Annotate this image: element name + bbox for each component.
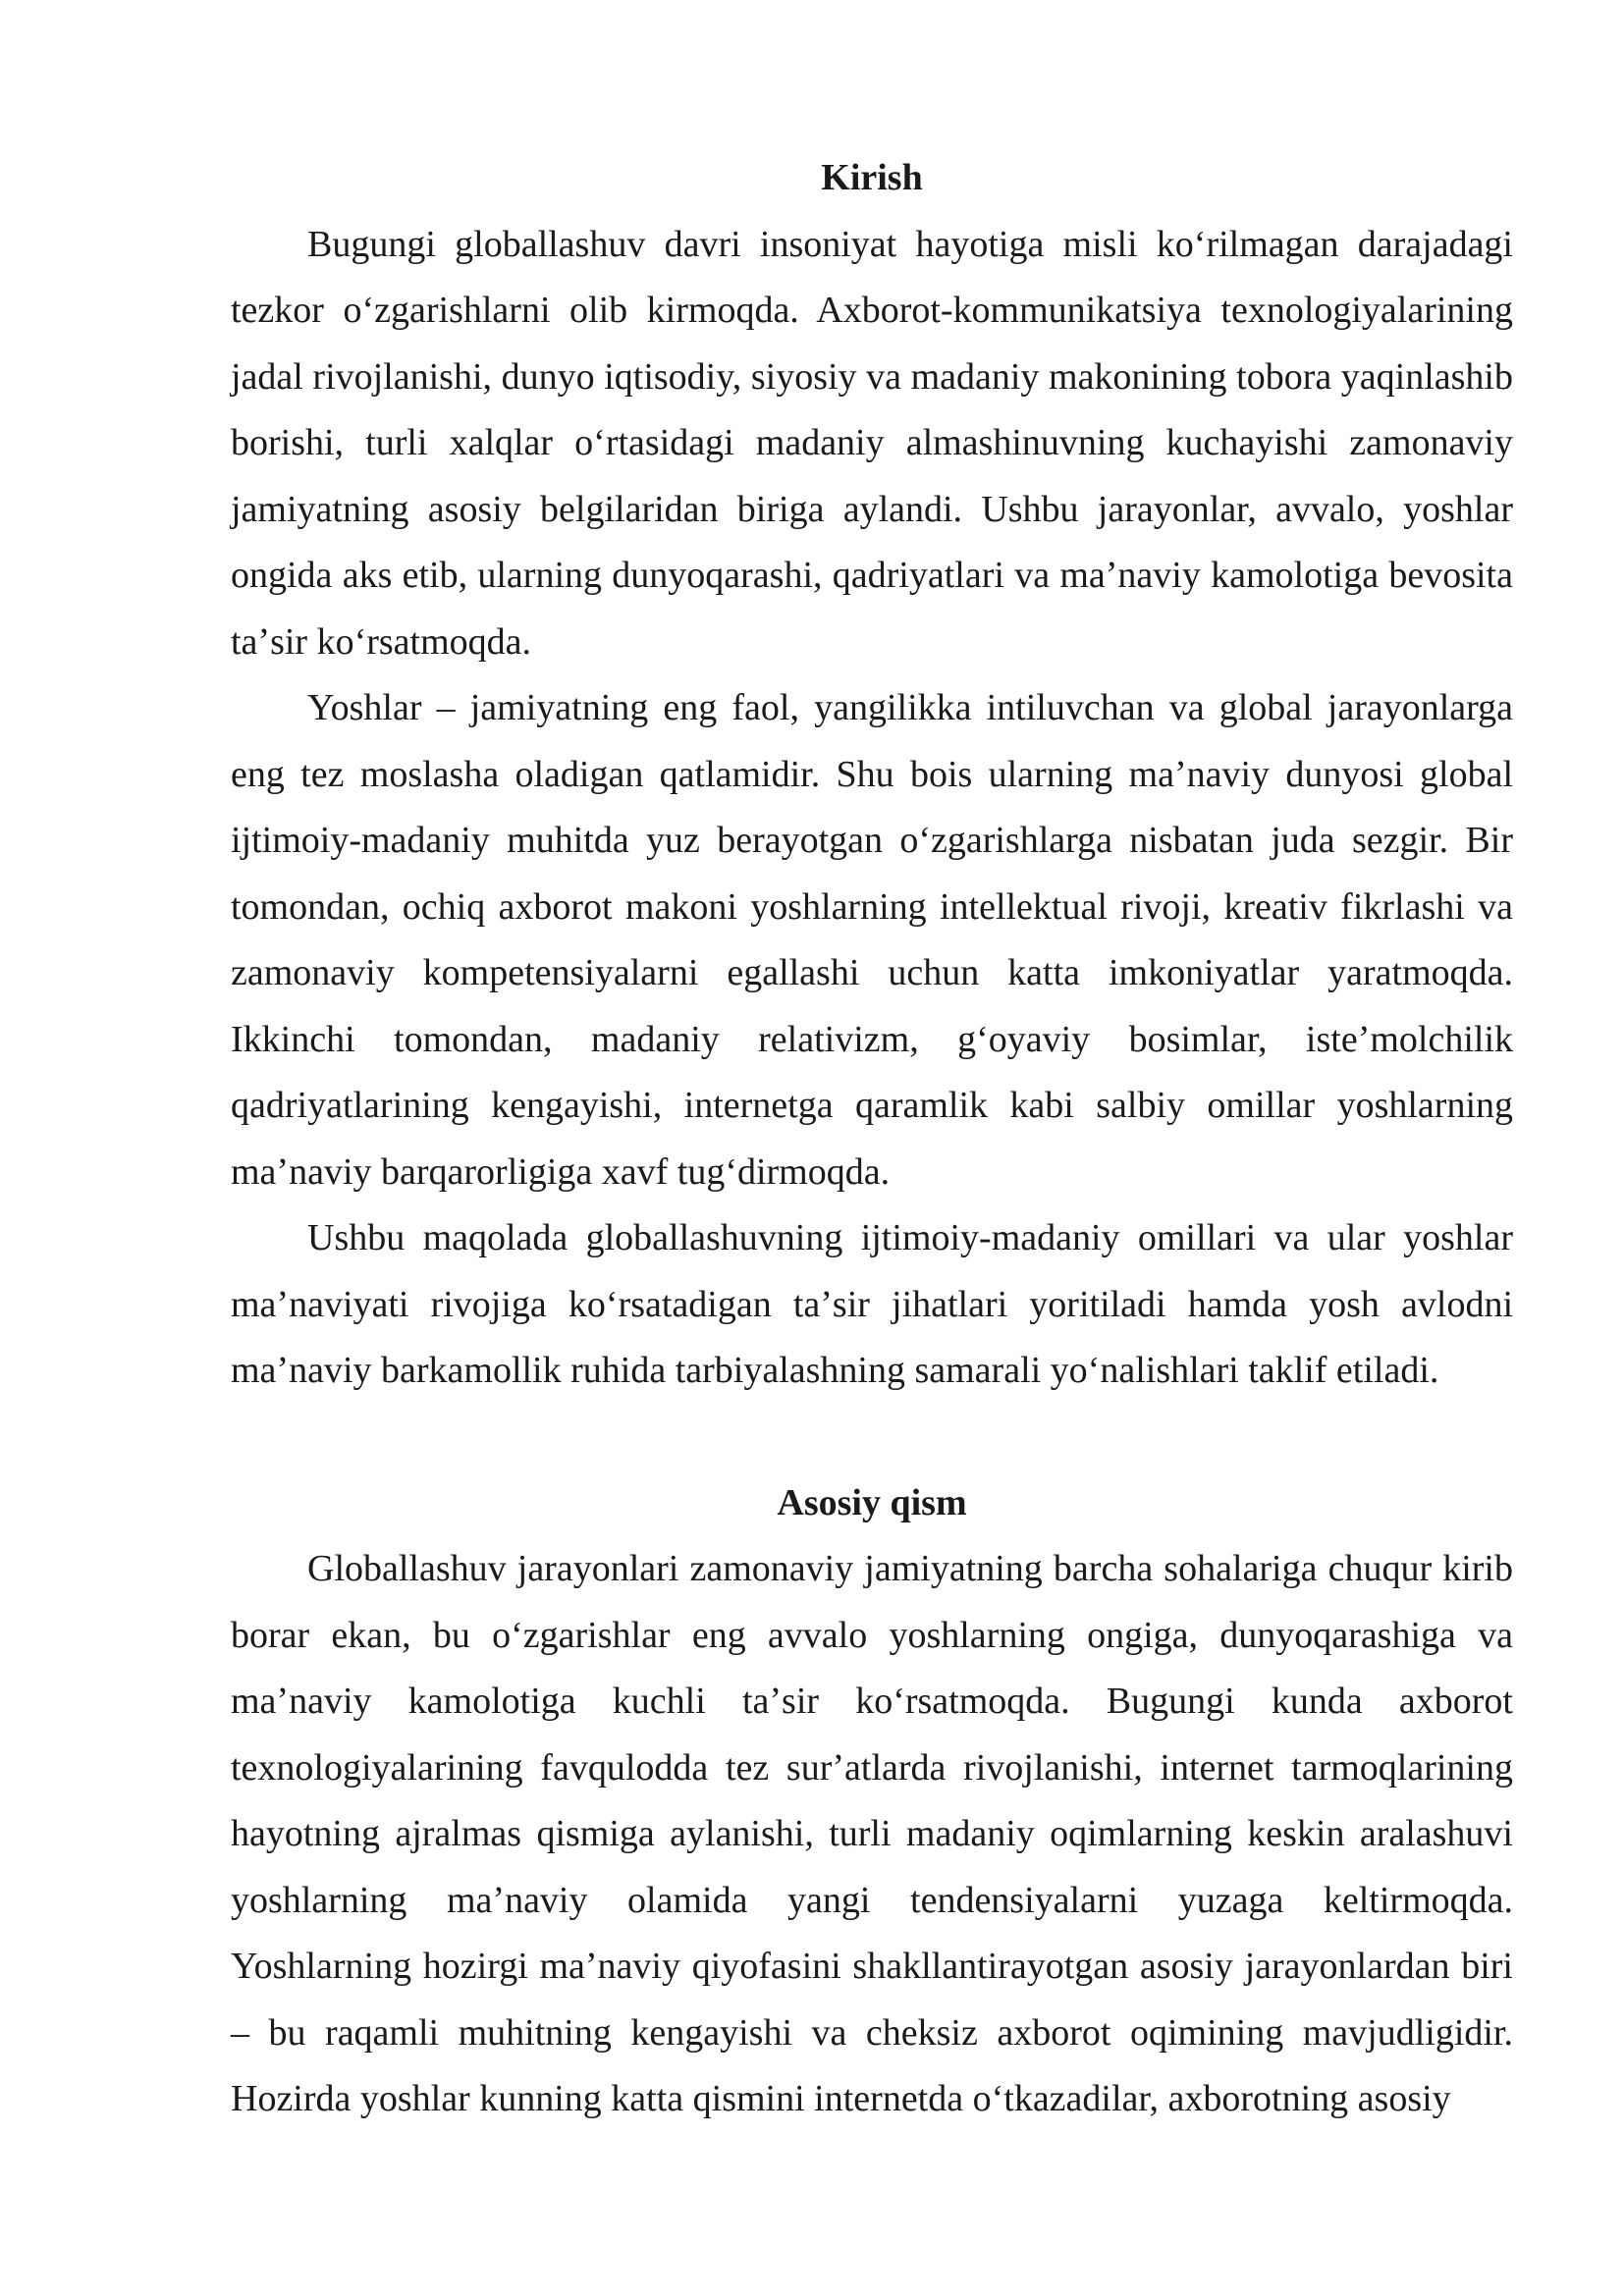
- paragraph: Bugungi globallashuv davri insoniyat hayotiga misli koʻrilmagan darajadagi tezkor oʻzgarishlarni olib kirmoqda. Axborot-kommunikatsiya texnologiyalarining jadal rivojlanishi, dunyo iqtisodiy, siyosiy va madaniy makonining tobora yaqinlashib borishi, turli xalqlar oʻrtasidagi madaniy almashinuvning kuchayishi zamonaviy jamiyatning asosiy belgilaridan biriga aylandi. Ushbu jarayonlar, avvalo, yoshlar ongida aks etib, ularning dunyoqarashi, qadriyatlari va maʼnaviy kamolotiga bevosita taʼsir koʻrsatmoqda.: [231, 223, 1513, 663]
- section-spacer: [231, 1405, 1513, 1470]
- paragraph: Ushbu maqolada globallashuvning ijtimoiy-madaniy omillari va ular yoshlar maʼnaviyati rivojiga koʻrsatadigan taʼsir jihatlari yoritiladi hamda yosh avlodni maʼnaviy barkamollik ruhida tarbiyalashning samarali yoʻnalishlari taklif etiladi.: [231, 1217, 1513, 1391]
- section-heading-asosiy-qism: Asosiy qism: [777, 1481, 967, 1523]
- paragraph: Yoshlar – jamiyatning eng faol, yangilikka intiluvchan va global jarayonlarga eng tez moslasha oladigan qatlamidir. Shu bois ularning maʼnaviy dunyosi global ijtimoiy-madaniy muhitda yuz berayotgan oʻzgarishlarga nisbatan juda sezgir. Bir tomondan, ochiq axborot makoni yoshlarning intellektual rivoji, kreativ fikrlashi va zamonaviy kompetensiyalarni egallashi uchun katta imkoniyatlar yaratmoqda. Ikkinchi tomondan, madaniy relativizm, gʻoyaviy bosimlar, isteʼmolchilik qadriyatlarining kengayishi, internetga qaramlik kabi salbiy omillar yoshlarning maʼnaviy barqarorligiga xavf tugʻdirmoqda.: [231, 687, 1513, 1193]
- section-heading-kirish: Kirish: [821, 157, 923, 198]
- document-page: [231, 145, 1513, 2133]
- paragraph: Globallashuv jarayonlari zamonaviy jamiyatning barcha sohalariga chuqur kirib borar ekan, bu oʻzgarishlar eng avvalo yoshlarning ongiga, dunyoqarashiga va maʼnaviy kamolotiga kuchli taʼsir koʻrsatmoqda. Bugungi kunda axborot texnologiyalarining favqulodda tez surʼatlarda rivojlanishi, internet tarmoqlarining hayotning ajralmas qismiga aylanishi, turli madaniy oqimlarning keskin aralashuvi yoshlarning maʼnaviy olamida yangi tendensiyalarni yuzaga keltirmoqda. Yoshlarning hozirgi maʼnaviy qiyofasini shakllantirayotgan asosiy jarayonlardan biri – bu raqamli muhitning kengayishi va cheksiz axborot oqimining mavjudligidir. Hozirda yoshlar kunning katta qismini internetda oʻtkazadilar, axborotning asosiy: [231, 1548, 1513, 2119]
